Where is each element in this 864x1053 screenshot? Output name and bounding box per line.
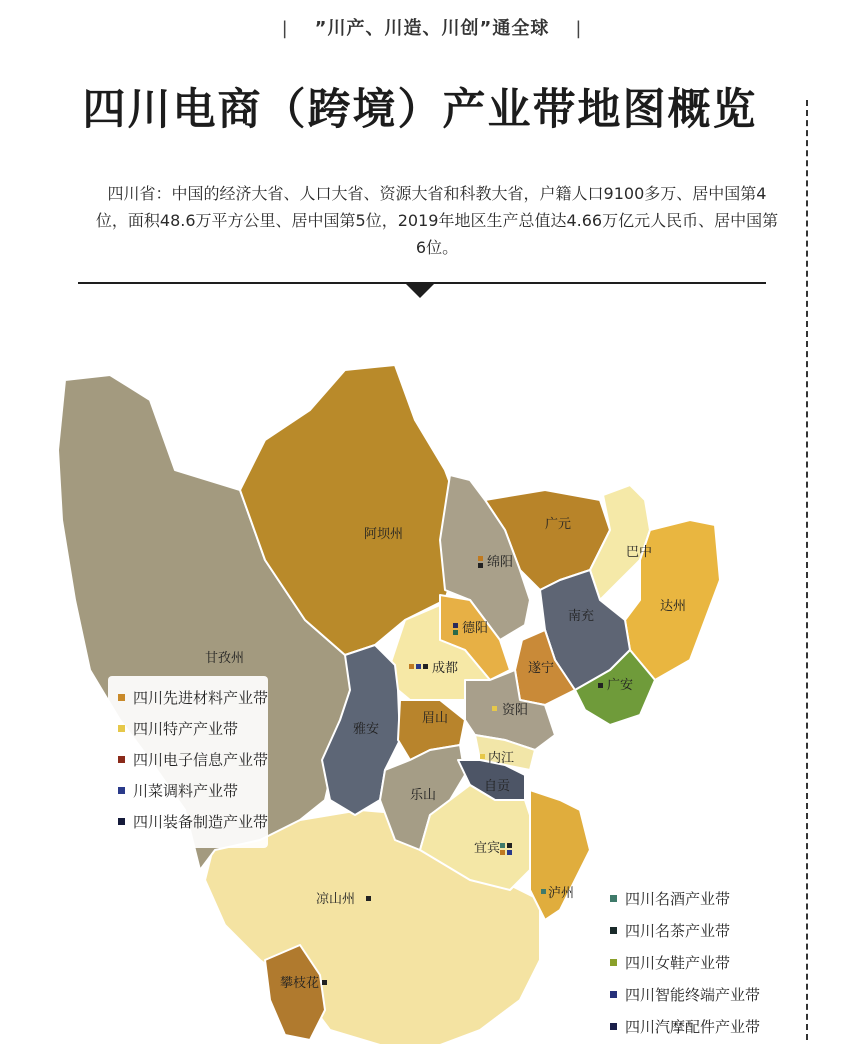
label-liangshan: 凉山州 [316,892,356,907]
legend-swatch [610,1023,617,1030]
legend-swatch [118,725,125,732]
label-dazhou: 达州 [660,599,687,614]
legend-swatch [118,787,125,794]
marker-chengdu-1 [409,664,414,669]
legend-label: 四川电子信息产业带 [133,751,269,769]
legend-swatch [118,756,125,763]
label-zigong: 自贡 [484,779,511,794]
legend-item [108,744,268,775]
label-chengdu: 成都 [432,661,459,676]
tagline-text: ”川产、川造、川创”通全球 [314,18,550,39]
label-luzhou: 泸州 [548,886,575,901]
legend-label: 川菜调料产业带 [133,782,239,800]
page-title: 四川电商（跨境）产业带地图概览 [82,85,758,135]
legend-swatch [610,927,617,934]
legend-item [600,914,800,946]
marker-liangshan [366,896,371,901]
marker-guangan [598,683,603,688]
label-ziyang: 资阳 [502,703,529,718]
label-guangyuan: 广元 [545,517,572,532]
label-bazhong: 巴中 [626,545,653,560]
legend-right [600,882,800,1042]
intro-text: 四川省：中国的经济大省、人口大省、资源大省和科教大省，户籍人口9100多万、居中国第4位，面积48.6万平方公里、居中国第5位，2019年地区生产总值达4.66万亿元人民币、居中国第6位。 [95,184,779,257]
label-deyang: 德阳 [462,621,489,636]
legend-swatch [118,818,125,825]
legend-label: 四川女鞋产业带 [625,953,731,972]
marker-chengdu-3 [423,664,428,669]
legend-swatch [118,694,125,701]
legend-item [108,713,268,744]
legend-swatch [610,959,617,966]
marker-yibin-1 [500,843,505,848]
legend-item [600,946,800,978]
marker-luzhou [541,889,546,894]
legend-label: 四川名酒产业带 [625,889,731,908]
marker-panzhihua [322,980,327,985]
legend-label: 四川装备制造产业带 [133,813,269,831]
label-leshan: 乐山 [410,788,437,803]
legend-item [600,1010,800,1042]
marker-yibin-3 [500,850,505,855]
label-mianyang: 绵阳 [487,555,514,570]
tagline-divider-right: | [575,18,583,39]
label-yaan: 雅安 [353,722,380,737]
marker-deyang-1 [453,623,458,628]
legend-label: 四川汽摩配件产业带 [625,1017,761,1036]
legend-item [600,882,800,914]
legend-item [108,682,268,713]
legend-swatch [610,895,617,902]
label-neijiang: 内江 [488,751,515,766]
marker-mianyang-1 [478,556,483,561]
marker-neijiang [480,754,485,759]
marker-yibin-4 [507,850,512,855]
marker-yibin-2 [507,843,512,848]
legend-item [600,978,800,1010]
label-suining: 遂宁 [528,661,555,676]
tagline-divider-left: | [281,18,289,39]
label-ganzi: 甘孜州 [205,651,245,666]
marker-ziyang [492,706,497,711]
label-panzhihua: 攀枝花 [280,976,320,991]
label-meishan: 眉山 [422,711,449,726]
legend-label: 四川智能终端产业带 [625,985,761,1004]
label-guangan: 广安 [607,678,634,693]
legend-left [108,676,268,848]
label-aba: 阿坝州 [364,527,404,542]
label-yibin: 宜宾 [474,841,501,856]
legend-label: 四川名茶产业带 [625,921,731,940]
label-nanchong: 南充 [568,609,595,624]
legend-label: 四川特产产业带 [133,720,239,738]
marker-mianyang-2 [478,563,483,568]
marker-deyang-2 [453,630,458,635]
legend-label: 四川先进材料产业带 [133,689,269,707]
marker-chengdu-2 [416,664,421,669]
legend-item [108,775,268,806]
legend-item [108,806,268,837]
legend-swatch [610,991,617,998]
